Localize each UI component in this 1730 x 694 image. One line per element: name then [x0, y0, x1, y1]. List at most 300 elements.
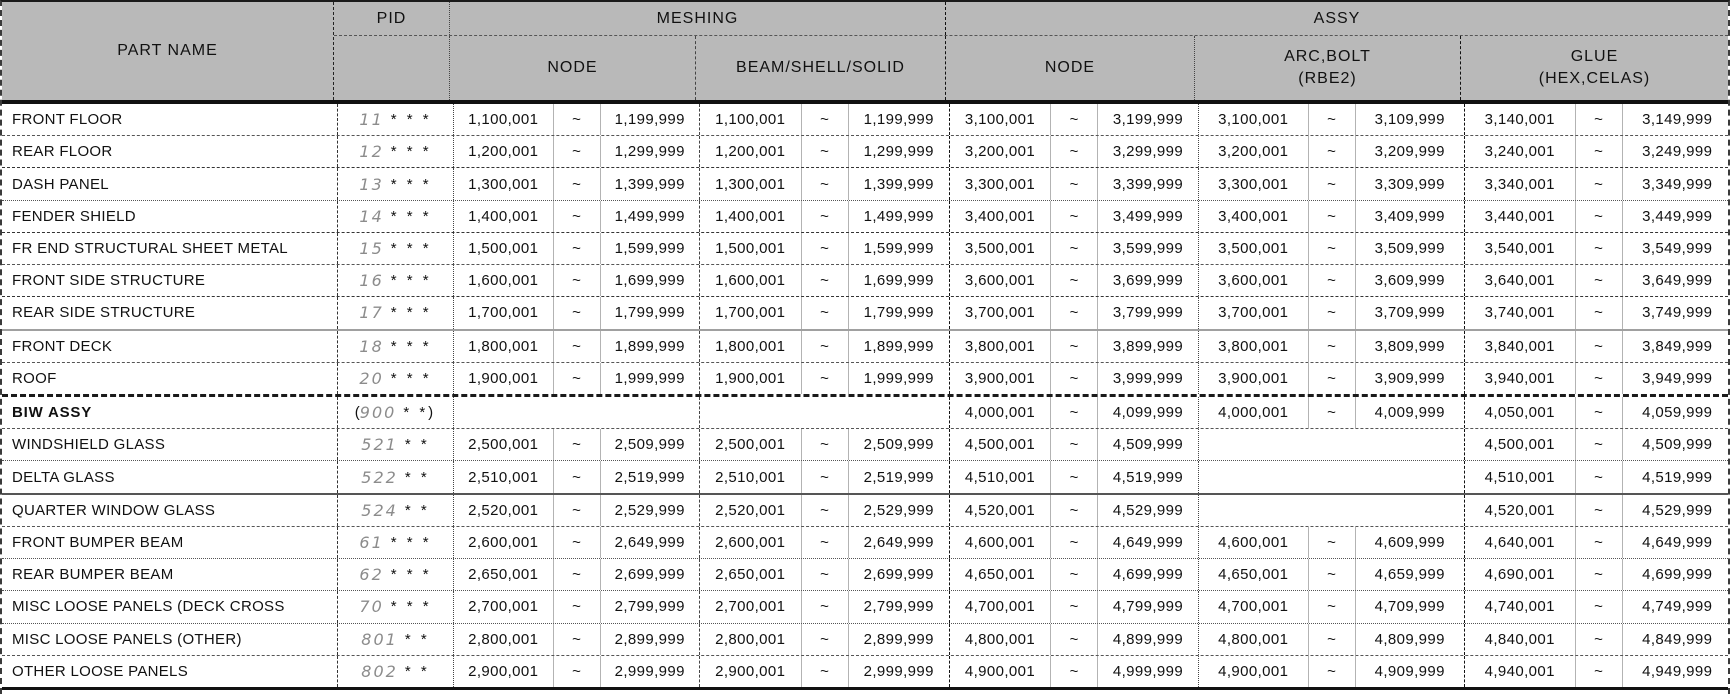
pid-number: 522 [361, 467, 398, 487]
assy-glue-range-cell [1465, 591, 1730, 622]
range-to: 2,509,999 [614, 436, 685, 454]
range-to: 3,249,999 [1642, 143, 1713, 161]
range-to: 4,519,999 [1112, 468, 1184, 486]
range-from: 1,500,001 [715, 239, 786, 257]
part-name-cell [2, 297, 338, 328]
range-from: 2,650,001 [715, 566, 786, 584]
range-from: 4,650,001 [964, 566, 1036, 584]
pid-cell [338, 397, 454, 428]
part-name-cell [2, 136, 338, 167]
range-to: 2,999,999 [614, 662, 685, 680]
range-to: 4,799,999 [1112, 598, 1184, 616]
range-tilde: ~ [1050, 624, 1098, 655]
range-to: 4,059,999 [1642, 404, 1713, 422]
range-from: 1,600,001 [468, 272, 539, 290]
range-to: 1,299,999 [614, 143, 685, 161]
range-to: 1,899,999 [614, 337, 685, 355]
assy-glue-range-cell [1465, 201, 1730, 232]
pid-prefix: ( [354, 404, 360, 422]
assy-glue-range-cell [1465, 104, 1730, 135]
range-tilde: ~ [1308, 168, 1356, 199]
assy-node-range-cell [950, 429, 1199, 460]
range-to: 4,909,999 [1374, 662, 1445, 680]
table-row [2, 297, 1728, 330]
range-tilde: ~ [801, 461, 849, 492]
range-from: 4,510,001 [1484, 468, 1555, 486]
part-name-label: FR END STRUCTURAL SHEET METAL [12, 239, 288, 257]
pid-cell [338, 297, 454, 328]
part-name-cell [2, 527, 338, 558]
range-tilde: ~ [801, 624, 849, 655]
range-to: 1,799,999 [614, 304, 685, 322]
pid-number: 801 [361, 629, 398, 649]
pid-wildcards: * * [404, 630, 430, 648]
range-tilde: ~ [1050, 104, 1098, 135]
meshing-beam-shell-solid-range-cell [700, 168, 950, 199]
meshing-node-range-cell [454, 397, 700, 428]
glue-label: GLUE [1570, 47, 1619, 65]
range-to: 3,309,999 [1374, 175, 1445, 193]
range-from: 3,100,001 [1218, 111, 1289, 129]
range-to: 1,599,999 [863, 239, 934, 257]
pid-wildcards: * * * [390, 598, 432, 616]
range-tilde: ~ [801, 591, 849, 622]
range-tilde: ~ [553, 591, 601, 622]
assy-arc-bolt-range-cell [1199, 527, 1465, 558]
meshing-node-range-cell [454, 495, 700, 526]
col-header-arc-bolt-rbe2 [1195, 36, 1461, 100]
meshing-beam-shell-solid-range-cell [700, 624, 950, 655]
range-to: 4,609,999 [1374, 533, 1445, 551]
assy-arc-bolt-range-cell [1199, 331, 1465, 362]
assy-glue-range-cell [1465, 429, 1730, 460]
range-tilde: ~ [1050, 297, 1098, 328]
range-from: 1,800,001 [715, 337, 786, 355]
range-tilde [1308, 495, 1356, 526]
range-from: 2,650,001 [468, 566, 539, 584]
range-tilde: ~ [1575, 591, 1623, 622]
range-tilde: ~ [1575, 233, 1623, 264]
assy-node-range-cell [950, 527, 1199, 558]
range-to: 2,529,999 [863, 501, 934, 519]
pid-number: 20 [359, 368, 384, 388]
range-tilde: ~ [553, 527, 601, 558]
range-from: 3,600,001 [1218, 272, 1289, 290]
assy-node-range-cell [950, 397, 1199, 428]
range-tilde: ~ [1575, 297, 1623, 328]
range-from: 2,800,001 [468, 630, 539, 648]
part-name-label: QUARTER WINDOW GLASS [12, 501, 216, 519]
table-row [2, 495, 1728, 527]
table-row [2, 527, 1728, 559]
range-tilde: ~ [1308, 233, 1356, 264]
range-to: 1,499,999 [614, 207, 685, 225]
range-to: 3,509,999 [1374, 239, 1445, 257]
assy-node-range-cell [950, 331, 1199, 362]
range-to: 1,399,999 [863, 175, 934, 193]
pid-wildcards: * * [404, 662, 430, 680]
range-tilde: ~ [1050, 168, 1098, 199]
part-name-label: MISC LOOSE PANELS (OTHER) [12, 630, 242, 648]
col-header-pid: PID [334, 2, 450, 35]
range-tilde: ~ [1308, 265, 1356, 296]
part-name-cell [2, 265, 338, 296]
pid-cell [338, 591, 454, 622]
meshing-node-range-cell [454, 559, 700, 590]
meshing-beam-shell-solid-range-cell [700, 656, 950, 687]
range-to: 1,299,999 [863, 143, 934, 161]
col-header-part-name: PART NAME [2, 2, 334, 100]
range-to: 2,649,999 [614, 533, 685, 551]
pid-number: 70 [359, 597, 384, 617]
range-tilde: ~ [553, 559, 601, 590]
meshing-beam-shell-solid-range-cell [700, 297, 950, 328]
pid-number: 18 [359, 336, 384, 356]
range-tilde: ~ [801, 265, 849, 296]
range-to: 1,599,999 [614, 239, 685, 257]
range-from: 3,900,001 [1218, 369, 1289, 387]
range-from: 4,600,001 [1218, 533, 1289, 551]
range-from: 3,940,001 [1484, 369, 1555, 387]
part-name-label: REAR SIDE STRUCTURE [12, 304, 196, 322]
range-to: 2,649,999 [863, 533, 934, 551]
range-tilde [1308, 429, 1356, 460]
part-name-label: FRONT DECK [12, 337, 113, 355]
range-tilde [801, 397, 849, 428]
assy-glue-range-cell [1465, 265, 1730, 296]
range-from: 1,200,001 [715, 143, 786, 161]
range-tilde: ~ [553, 461, 601, 492]
range-to: 2,799,999 [614, 598, 685, 616]
range-from: 3,740,001 [1484, 304, 1555, 322]
table-row [2, 265, 1728, 297]
part-name-label: REAR BUMPER BEAM [12, 566, 174, 584]
range-tilde: ~ [801, 297, 849, 328]
range-tilde: ~ [801, 104, 849, 135]
range-to: 4,659,999 [1374, 566, 1445, 584]
range-to: 1,999,999 [863, 369, 934, 387]
range-tilde: ~ [1050, 429, 1098, 460]
range-tilde: ~ [553, 233, 601, 264]
range-tilde: ~ [1050, 656, 1098, 687]
range-tilde: ~ [801, 331, 849, 362]
range-to: 1,399,999 [614, 175, 685, 193]
range-to: 3,899,999 [1112, 337, 1184, 355]
meshing-beam-shell-solid-range-cell [700, 201, 950, 232]
range-from: 3,900,001 [964, 369, 1036, 387]
meshing-node-range-cell [454, 136, 700, 167]
range-to: 2,799,999 [863, 598, 934, 616]
range-from: 1,900,001 [468, 369, 539, 387]
range-from: 4,520,001 [964, 501, 1036, 519]
meshing-node-range-cell [454, 297, 700, 328]
pid-cell [338, 461, 454, 492]
assy-arc-bolt-range-cell [1199, 429, 1465, 460]
range-to: 4,649,999 [1642, 533, 1713, 551]
range-tilde: ~ [1575, 104, 1623, 135]
range-to: 1,699,999 [614, 272, 685, 290]
assy-arc-bolt-range-cell [1199, 265, 1465, 296]
col-header-assy-node: NODE [946, 36, 1195, 100]
range-from: 4,000,001 [964, 404, 1036, 422]
part-name-cell [2, 495, 338, 526]
range-from: 3,800,001 [964, 337, 1036, 355]
pid-cell [338, 656, 454, 687]
range-tilde [1308, 461, 1356, 492]
meshing-beam-shell-solid-range-cell [700, 136, 950, 167]
assy-glue-range-cell [1465, 397, 1730, 428]
assy-arc-bolt-range-cell [1199, 624, 1465, 655]
assy-glue-range-cell [1465, 559, 1730, 590]
range-to: 3,749,999 [1642, 304, 1713, 322]
pid-wildcards: * * * [390, 304, 432, 322]
range-tilde: ~ [1575, 461, 1623, 492]
pid-number: 521 [361, 435, 398, 455]
range-tilde: ~ [553, 104, 601, 135]
range-tilde: ~ [801, 559, 849, 590]
pid-number: 62 [359, 565, 384, 585]
assy-node-range-cell [950, 559, 1199, 590]
range-to: 4,009,999 [1374, 404, 1445, 422]
meshing-beam-shell-solid-range-cell [700, 527, 950, 558]
range-tilde: ~ [801, 233, 849, 264]
part-name-cell [2, 104, 338, 135]
range-from: 1,600,001 [715, 272, 786, 290]
pid-cell [338, 559, 454, 590]
range-to: 3,999,999 [1112, 369, 1184, 387]
range-to: 4,949,999 [1642, 662, 1713, 680]
table-row [2, 559, 1728, 591]
meshing-beam-shell-solid-range-cell [700, 559, 950, 590]
assy-arc-bolt-range-cell [1199, 168, 1465, 199]
range-from: 4,700,001 [964, 598, 1036, 616]
meshing-beam-shell-solid-range-cell [700, 461, 950, 492]
header-right-section [334, 2, 1728, 100]
table-row [2, 429, 1728, 461]
range-from: 1,500,001 [468, 239, 539, 257]
range-from: 3,800,001 [1218, 337, 1289, 355]
rbe2-label: (RBE2) [1298, 70, 1357, 87]
pid-cell [338, 429, 454, 460]
header-group-band [334, 2, 1728, 36]
range-to: 2,519,999 [863, 468, 934, 486]
range-tilde: ~ [553, 136, 601, 167]
assy-glue-range-cell [1465, 233, 1730, 264]
meshing-beam-shell-solid-range-cell [700, 591, 950, 622]
table-row [2, 233, 1728, 265]
meshing-node-range-cell [454, 429, 700, 460]
assy-node-range-cell [950, 168, 1199, 199]
range-to: 4,099,999 [1112, 404, 1184, 422]
assy-glue-range-cell [1465, 297, 1730, 328]
pid-wildcards: * * * [390, 207, 432, 225]
pid-wildcards: * * * [390, 175, 432, 193]
pid-wildcards: * * * [390, 111, 432, 129]
table-row [2, 656, 1728, 690]
meshing-beam-shell-solid-range-cell [700, 363, 950, 394]
assy-arc-bolt-range-cell [1199, 297, 1465, 328]
col-header-meshing: MESHING [450, 2, 946, 35]
range-tilde: ~ [801, 168, 849, 199]
part-name-cell [2, 331, 338, 362]
col-header-beam-shell-solid: BEAM/SHELL/SOLID [696, 36, 946, 100]
range-from: 1,900,001 [715, 369, 786, 387]
range-to: 3,599,999 [1112, 239, 1184, 257]
range-to: 4,649,999 [1112, 533, 1184, 551]
range-tilde: ~ [1050, 591, 1098, 622]
range-tilde: ~ [1050, 265, 1098, 296]
range-to: 2,519,999 [614, 468, 685, 486]
table-row [2, 397, 1728, 429]
assy-node-range-cell [950, 495, 1199, 526]
range-to: 3,549,999 [1642, 239, 1713, 257]
range-tilde: ~ [1050, 136, 1098, 167]
range-to: 4,749,999 [1642, 598, 1713, 616]
part-name-label: DELTA GLASS [12, 468, 115, 486]
range-from: 1,300,001 [715, 175, 786, 193]
assy-arc-bolt-range-cell [1199, 201, 1465, 232]
range-tilde: ~ [1050, 331, 1098, 362]
range-to: 3,409,999 [1374, 207, 1445, 225]
range-from: 4,800,001 [964, 630, 1036, 648]
range-from: 2,700,001 [468, 598, 539, 616]
pid-cell [338, 168, 454, 199]
range-tilde: ~ [553, 331, 601, 362]
range-from: 1,700,001 [468, 304, 539, 322]
range-from: 3,300,001 [1218, 175, 1289, 193]
range-from: 3,400,001 [1218, 207, 1289, 225]
range-to: 4,809,999 [1374, 630, 1445, 648]
range-to: 4,529,999 [1112, 501, 1184, 519]
assy-glue-range-cell [1465, 656, 1730, 687]
range-from: 3,340,001 [1484, 175, 1555, 193]
range-to: 1,499,999 [863, 207, 934, 225]
range-to: 1,799,999 [863, 304, 934, 322]
table-row [2, 591, 1728, 623]
range-tilde: ~ [1575, 495, 1623, 526]
assy-arc-bolt-range-cell [1199, 591, 1465, 622]
range-to: 4,509,999 [1112, 436, 1184, 454]
range-from: 1,100,001 [715, 111, 786, 129]
pid-wildcards: * * * [390, 566, 432, 584]
range-to: 2,899,999 [863, 630, 934, 648]
range-from: 4,900,001 [1218, 662, 1289, 680]
range-from: 1,200,001 [468, 143, 539, 161]
range-tilde: ~ [1308, 591, 1356, 622]
table-row [2, 331, 1728, 363]
range-tilde: ~ [1050, 233, 1098, 264]
range-to: 1,199,999 [863, 111, 934, 129]
range-to: 3,149,999 [1642, 111, 1713, 129]
range-from: 3,400,001 [964, 207, 1036, 225]
range-from: 3,700,001 [1218, 304, 1289, 322]
meshing-node-range-cell [454, 331, 700, 362]
meshing-beam-shell-solid-range-cell [700, 495, 950, 526]
range-to: 3,809,999 [1374, 337, 1445, 355]
part-name-cell [2, 624, 338, 655]
assy-node-range-cell [950, 591, 1199, 622]
range-from: 2,520,001 [715, 501, 786, 519]
assy-arc-bolt-range-cell [1199, 461, 1465, 492]
part-name-cell [2, 429, 338, 460]
col-header-meshing-node: NODE [450, 36, 696, 100]
range-to: 3,209,999 [1374, 143, 1445, 161]
assy-arc-bolt-range-cell [1199, 397, 1465, 428]
assy-node-range-cell [950, 136, 1199, 167]
range-tilde: ~ [1308, 559, 1356, 590]
range-tilde: ~ [1050, 461, 1098, 492]
meshing-node-range-cell [454, 656, 700, 687]
range-to: 2,699,999 [863, 566, 934, 584]
part-name-label: ROOF [12, 369, 57, 387]
meshing-node-range-cell [454, 265, 700, 296]
table-row [2, 136, 1728, 168]
part-name-label: DASH PANEL [12, 175, 109, 193]
pid-wildcards: * * * [390, 272, 432, 290]
range-tilde: ~ [553, 656, 601, 687]
assy-arc-bolt-range-cell [1199, 136, 1465, 167]
range-to: 3,199,999 [1112, 111, 1184, 129]
assy-glue-range-cell [1465, 168, 1730, 199]
range-to: 3,709,999 [1374, 304, 1445, 322]
range-tilde: ~ [801, 429, 849, 460]
meshing-beam-shell-solid-range-cell [700, 233, 950, 264]
range-to: 1,699,999 [863, 272, 934, 290]
range-from: 3,200,001 [1218, 143, 1289, 161]
range-from: 2,900,001 [468, 662, 539, 680]
range-tilde: ~ [553, 624, 601, 655]
range-tilde: ~ [1308, 104, 1356, 135]
pid-wildcards: * * * [390, 239, 432, 257]
range-tilde: ~ [1575, 168, 1623, 199]
assy-node-range-cell [950, 363, 1199, 394]
range-from: 4,520,001 [1484, 501, 1555, 519]
meshing-node-range-cell [454, 591, 700, 622]
assy-arc-bolt-range-cell [1199, 656, 1465, 687]
range-from: 2,510,001 [715, 468, 786, 486]
range-tilde: ~ [1575, 265, 1623, 296]
pid-cell [338, 331, 454, 362]
range-tilde: ~ [1050, 201, 1098, 232]
meshing-beam-shell-solid-range-cell [700, 331, 950, 362]
part-name-cell [2, 559, 338, 590]
part-name-label: BIW ASSY [12, 404, 93, 422]
range-from: 2,700,001 [715, 598, 786, 616]
range-to: 4,699,999 [1642, 566, 1713, 584]
range-to: 4,699,999 [1112, 566, 1184, 584]
range-from: 4,900,001 [964, 662, 1036, 680]
assy-node-range-cell [950, 297, 1199, 328]
range-from: 2,500,001 [715, 436, 786, 454]
range-to: 4,709,999 [1374, 598, 1445, 616]
pid-wildcards: * * [404, 436, 430, 454]
range-tilde: ~ [801, 136, 849, 167]
range-from: 1,300,001 [468, 175, 539, 193]
part-name-cell [2, 363, 338, 394]
range-to: 3,109,999 [1374, 111, 1445, 129]
part-name-cell [2, 397, 338, 428]
table-row [2, 624, 1728, 656]
range-to: 2,699,999 [614, 566, 685, 584]
arc-bolt-label: ARC,BOLT [1284, 47, 1371, 65]
table-row [2, 168, 1728, 200]
part-name-cell [2, 461, 338, 492]
meshing-node-range-cell [454, 104, 700, 135]
range-to: 3,849,999 [1642, 337, 1713, 355]
range-tilde: ~ [1575, 559, 1623, 590]
range-tilde: ~ [1575, 397, 1623, 428]
pid-cell [338, 233, 454, 264]
